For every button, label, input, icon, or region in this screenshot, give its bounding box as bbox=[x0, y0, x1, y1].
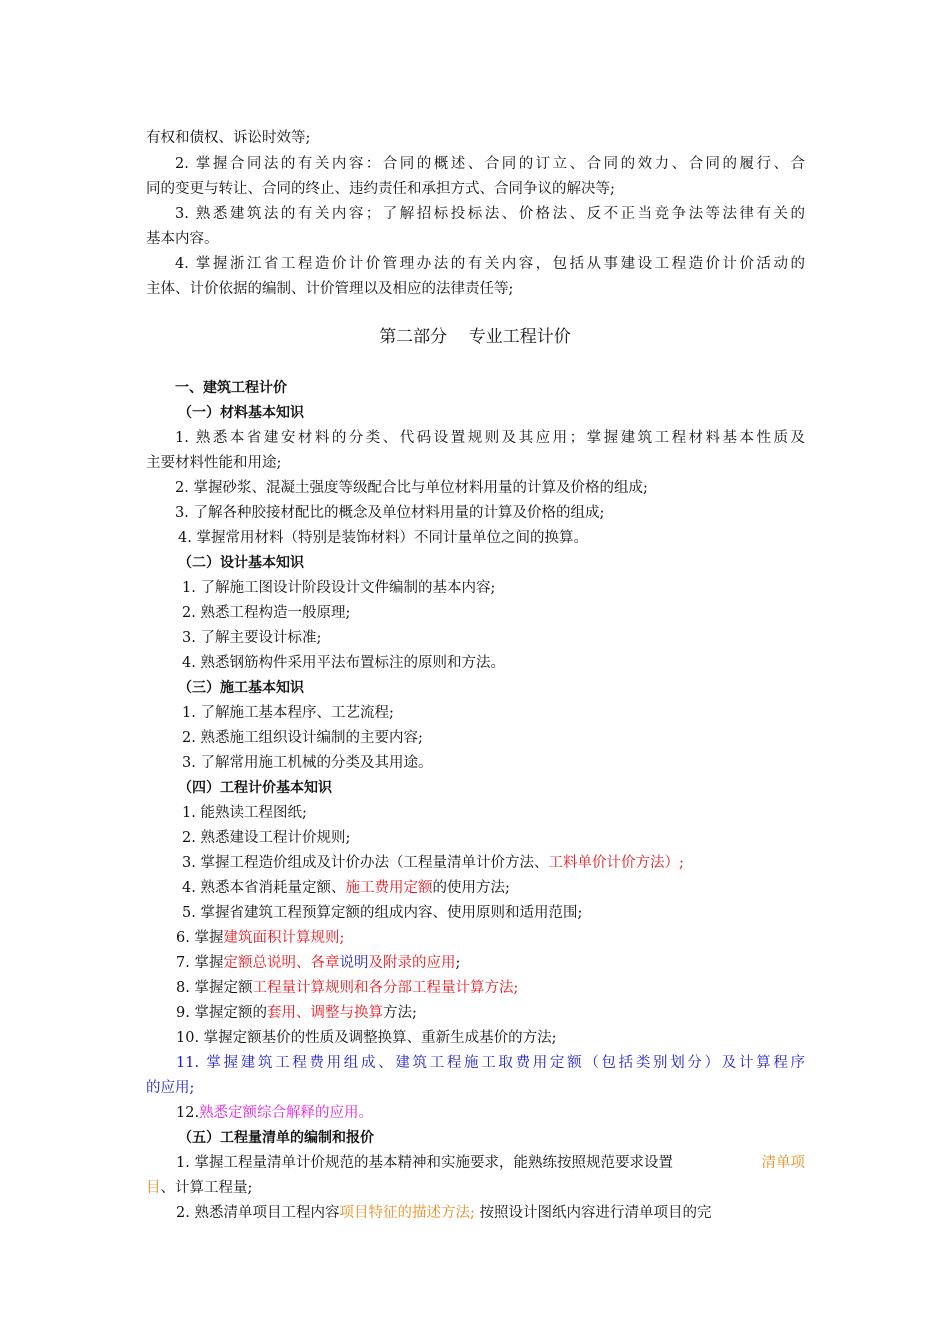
list-item: 6. 掌握建筑面积计算规则; bbox=[176, 930, 345, 946]
list-item: 10. 掌握定额基价的性质及调整换算、重新生成基价的方法; bbox=[176, 1030, 557, 1046]
subsection-heading: （五）工程量清单的编制和报价 bbox=[178, 1130, 374, 1146]
subsection-heading: （四）工程计价基本知识 bbox=[178, 780, 332, 796]
list-item: 4. 掌握浙江省工程造价计价管理办法的有关内容，包括从事建设工程造价计价活动的 bbox=[175, 256, 805, 272]
list-item: 11. 掌握建筑工程费用组成、建筑工程施工取费用定额（包括类别划分）及计算程序 bbox=[176, 1055, 805, 1071]
list-item-continuation: 主要材料性能和用途; bbox=[146, 455, 282, 471]
list-item: 2. 掌握砂浆、混凝土强度等级配合比与单位材料用量的计算及价格的组成; bbox=[175, 480, 648, 496]
list-item: 7. 掌握定额总说明、各章说明及附录的应用; bbox=[176, 955, 461, 971]
paragraph: 有权和债权、诉讼时效等; bbox=[146, 130, 311, 146]
list-item: 4. 掌握常用材料（特别是装饰材料）不同计量单位之间的换算。 bbox=[178, 530, 588, 546]
section-title: 第二部分 专业工程计价 bbox=[379, 327, 571, 347]
section-heading: 一、建筑工程计价 bbox=[175, 380, 287, 396]
list-item-continuation: 主体、计价依据的编制、计价管理以及相应的法律责任等; bbox=[146, 281, 514, 297]
subsection-heading: （三）施工基本知识 bbox=[178, 680, 304, 696]
list-item: 5. 掌握省建筑工程预算定额的组成内容、使用原则和适用范围; bbox=[182, 905, 583, 921]
list-item-continuation: 目、计算工程量; bbox=[146, 1180, 253, 1196]
subsection-heading: （二）设计基本知识 bbox=[178, 555, 304, 571]
subsection-heading: （一）材料基本知识 bbox=[178, 405, 304, 421]
list-item: 1. 熟悉本省建安材料的分类、代码设置规则及其应用；掌握建筑工程材料基本性质及 bbox=[175, 430, 805, 446]
list-item: 8. 掌握定额工程量计算规则和各分部工程量计算方法; bbox=[176, 980, 519, 996]
list-item: 1. 能熟读工程图纸; bbox=[182, 805, 307, 821]
list-item: 1. 掌握工程量清单计价规范的基本精神和实施要求，能熟练按照规范要求设置 清单项 bbox=[176, 1155, 805, 1171]
list-item: 4. 熟悉本省消耗量定额、施工费用定额的使用方法; bbox=[182, 880, 510, 896]
list-item: 3. 掌握工程造价组成及计价办法（工程量清单计价方法、工料单价计价方法）; bbox=[182, 855, 684, 871]
list-item: 3. 了解各种胶接材配比的概念及单位材料用量的计算及价格的组成; bbox=[175, 505, 605, 521]
list-item: 2. 熟悉工程构造一般原理; bbox=[182, 605, 351, 621]
list-item: 1. 了解施工图设计阶段设计文件编制的基本内容; bbox=[182, 580, 496, 596]
list-item-continuation: 同的变更与转让、合同的终止、违约责任和承担方式、合同争议的解决等; bbox=[146, 181, 615, 197]
list-item: 2. 熟悉清单项目工程内容 项目特征的描述方法; 按照设计图纸内容进行清单项目的完 bbox=[176, 1205, 712, 1221]
list-item: 4. 熟悉钢筋构件采用平法布置标注的原则和方法。 bbox=[182, 655, 505, 671]
list-item: 3. 熟悉建筑法的有关内容；了解招标投标法、价格法、反不正当竞争法等法律有关的 bbox=[175, 206, 805, 222]
list-item: 9. 掌握定额的套用、调整与换算方法; bbox=[176, 1005, 417, 1021]
list-item-continuation: 基本内容。 bbox=[146, 231, 219, 247]
list-item-continuation: 的应用; bbox=[146, 1080, 195, 1096]
list-item: 1. 了解施工基本程序、工艺流程; bbox=[182, 705, 394, 721]
list-item: 2. 掌握合同法的有关内容：合同的概述、合同的订立、合同的效力、合同的履行、合 bbox=[175, 156, 805, 172]
list-item: 2. 熟悉施工组织设计编制的主要内容; bbox=[182, 730, 423, 746]
list-item: 3. 了解主要设计标准; bbox=[182, 630, 322, 646]
list-item: 2. 熟悉建设工程计价规则; bbox=[182, 830, 351, 846]
list-item: 12.熟悉定额综合解释的应用。 bbox=[176, 1105, 374, 1121]
list-item: 3. 了解常用施工机械的分类及其用途。 bbox=[182, 755, 433, 771]
